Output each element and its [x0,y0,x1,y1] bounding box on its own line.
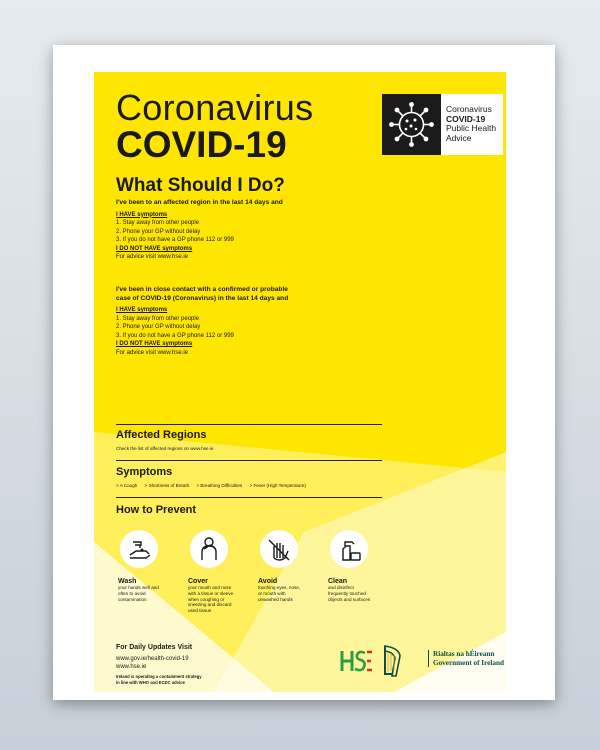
prevent-title: Wash [118,578,137,585]
containment-note [116,674,226,686]
symptom-item: > A Cough [116,483,138,488]
updates-link-gov[interactable]: www.gov.ie/health-covid-19 [116,656,189,662]
section-affected-region [116,199,283,262]
s2-item: 3. If you do not have a GP phone 112 or 999 [116,332,234,339]
prevent-avoid [258,578,328,602]
prevent-desc: when coughing or [188,596,225,602]
prevent-desc: frequently touched [328,590,366,596]
s1-item: 2. Phone your GP without delay [116,228,201,235]
public-health-badge [382,94,503,155]
updates-heading: For Daily Updates Visit [116,644,193,651]
badge-line2: COVID-19 [446,113,486,124]
prevent-desc: used tissue [188,608,212,614]
gov-line1: Rialtas na hÉireann [433,650,495,658]
title-line2: COVID-19 [116,124,287,165]
prevent-clean [328,578,398,602]
prevent-desc: unwashed hands [258,596,293,602]
prevent-desc: objects and surfaces [328,596,371,602]
what-heading: What Should I Do? [116,175,285,196]
affected-heading: Affected Regions [116,429,207,441]
government-of-ireland-logo [428,650,504,667]
s2-not-have: I DO NOT HAVE symptoms [116,341,193,348]
prevent-desc: touching eyes, nose, [258,585,301,590]
spray-bottle-icon [330,530,368,568]
svg-text:HSE: HSE [339,648,342,649]
poster [94,72,506,692]
s2-lead: case of COVID-19 (Coronavirus) in the last 14 days and [116,294,289,302]
harp-icon [381,644,403,678]
hand-wash-icon [120,530,158,568]
s1-advice: For advice visit www.hse.ie [116,254,189,261]
s2-advice: For advice visit www.hse.ie [116,349,189,356]
badge-line3: Public Health [446,123,497,133]
divider [116,460,382,461]
s1-have: I HAVE symptoms [116,211,168,218]
prevent-title: Clean [328,578,348,585]
prevent-desc: your hands well and [118,585,159,590]
divider [116,497,382,498]
prevent-desc: often to avoid [118,590,146,596]
prevent-desc: contamination [118,596,147,602]
virus-icon [382,94,441,155]
hse-logo [339,648,373,674]
prevent-title: Cover [188,578,208,585]
prevent-desc: with a tissue or sleeve [188,590,234,596]
no-touch-hand-icon [260,530,298,568]
note-line: in line with WHO and ECDC advice [116,680,185,685]
affected-text: Check the list of affected regions on www.hse.ie [116,446,214,451]
symptom-item: > Breathing Difficulties [196,483,243,488]
prevent-cover [188,578,258,614]
prevent-desc: your mouth and nose [188,585,232,590]
badge-text [446,105,496,143]
s2-item: 1. Stay away from other people [116,315,200,322]
prevent-desc: or mouth with [258,590,286,596]
symptoms-list [116,483,312,488]
symptom-item: > Shortness of Breath [144,483,190,488]
section-close-contact [116,286,288,358]
s1-lead: I've been to an affected region in the last 14 days and [116,199,283,206]
poster-sheet [53,45,555,700]
s1-not-have: I DO NOT HAVE symptoms [116,245,193,252]
note-line: Ireland is operating a containment strategy [116,674,202,679]
symptoms-heading: Symptoms [116,466,173,478]
prevent-wash [118,578,188,602]
symptom-item: > Fever (High Temperature) [249,483,306,488]
prevent-heading: How to Prevent [116,504,197,516]
badge-line4: Advice [446,132,472,143]
s2-item: 2. Phone your GP without delay [116,324,201,331]
s1-item: 3. If you do not have a GP phone 112 or 999 [116,237,234,244]
prevent-desc: and disinfect [328,585,354,590]
divider [116,424,382,425]
prevent-title: Avoid [258,578,278,585]
gov-line2: Government of Ireland [433,658,504,667]
title-line1: Coronavirus [116,87,314,128]
prevent-desc: sneezing and discard [188,602,232,608]
s2-lead: I've been in close contact with a confirmed or probable [116,286,288,293]
s1-item: 1. Stay away from other people [116,220,200,227]
cough-cover-icon [190,530,228,568]
badge-line1: Coronavirus [446,104,492,114]
s2-have: I HAVE symptoms [116,307,168,313]
updates-link-hse[interactable]: www.hse.ie [116,664,147,670]
